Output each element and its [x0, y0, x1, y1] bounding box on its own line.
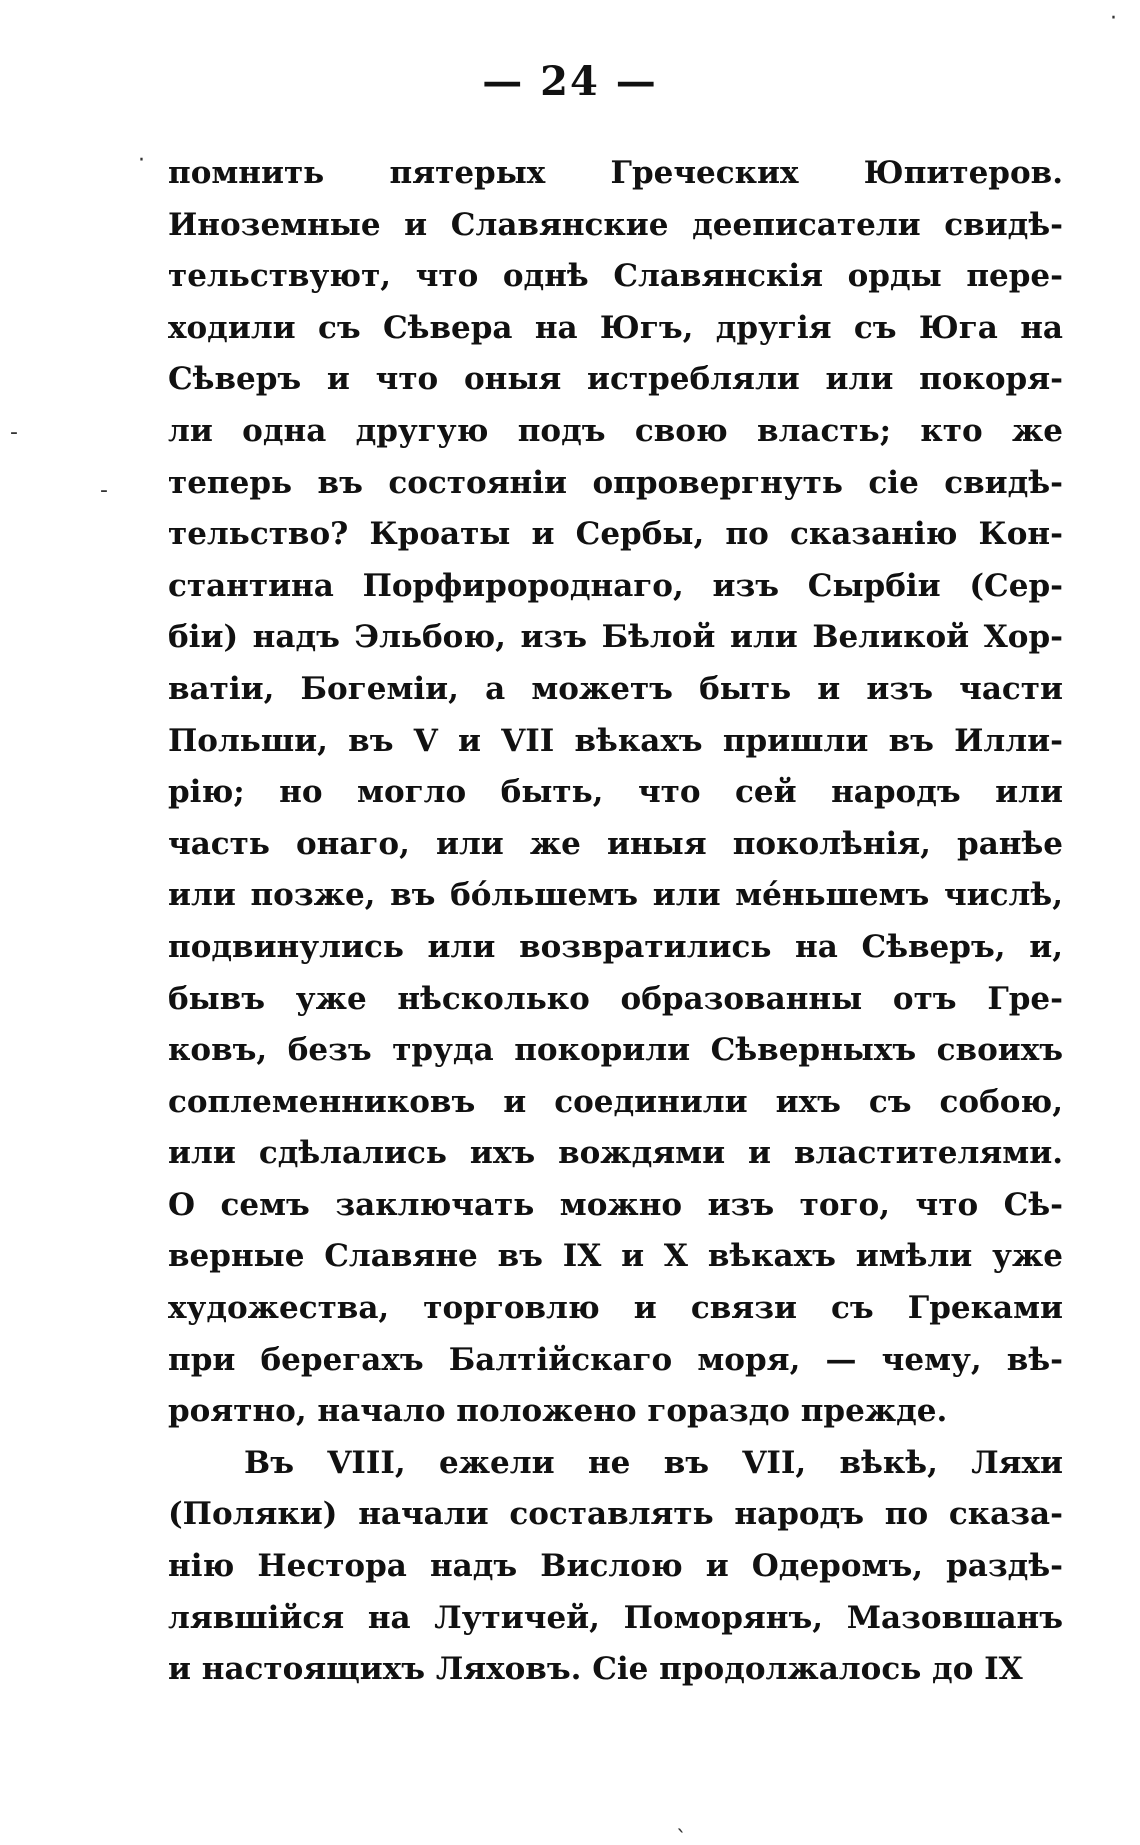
text-line: верные Славяне въ IX и X вѣкахъ имѣли уже — [168, 1238, 1063, 1275]
text-line: ковъ, безъ труда покорили Сѣверныхъ своихъ — [168, 1032, 1063, 1069]
scan-speck: · — [1110, 6, 1117, 31]
text-line: или позже, въ бо́льшемъ или ме́ньшемъ числѣ, — [168, 877, 1063, 914]
text-line: при берегахъ Балтійскаго моря, — чему, вѣ- — [168, 1341, 1063, 1378]
text-line: часть онаго, или же иныя поколѣнія, ранѣе — [168, 825, 1063, 862]
text-line: и настоящихъ Ляховъ. Сіе продолжалось до IX — [168, 1651, 1023, 1688]
text-line: тельство? Кроаты и Сербы, по сказанію Кон- — [168, 516, 1063, 553]
body-text — [168, 148, 1063, 1696]
text-line: Сѣверъ и что оныя истребляли или покоря- — [168, 361, 1063, 398]
text-line: бывъ уже нѣсколько образованны отъ Гре- — [168, 980, 1063, 1017]
text-line: рію; но могло быть, что сей народъ или — [168, 774, 1063, 811]
scan-speck: - — [10, 420, 18, 445]
text-line: или сдѣлались ихъ вождями и властителями. — [168, 1135, 1063, 1172]
text-line: роятно, начало положено гораздо прежде. — [168, 1393, 948, 1430]
text-line: лявшійся на Лутичей, Поморянъ, Мазовшанъ — [168, 1599, 1063, 1636]
page-number: — 24 — — [482, 58, 658, 105]
text-line: ходили съ Сѣвера на Югъ, другія съ Юга на — [168, 309, 1063, 346]
text-line: (Поляки) начали составлять народъ по сказа- — [168, 1496, 1063, 1533]
text-line: художества, торговлю и связи съ Греками — [168, 1290, 1063, 1327]
scan-speck: - — [100, 478, 108, 503]
text-line: Польши, въ V и VII вѣкахъ пришли въ Илли- — [168, 722, 1063, 759]
text-line: Въ VIII, ежели не въ VII, вѣкѣ, Ляхи — [244, 1444, 1063, 1481]
text-line: біи) надъ Эльбою, изъ Бѣлой или Великой Хор- — [168, 619, 1063, 656]
text-line: подвинулись или возвратились на Сѣверъ, и, — [168, 928, 1063, 965]
text-line: ли одна другую подъ свою власть; кто же — [168, 412, 1063, 449]
scan-speck: ˎ — [676, 1808, 687, 1833]
scan-speck: · — [138, 148, 145, 173]
text-line: нію Нестора надъ Вислою и Одеромъ, раздѣ- — [168, 1548, 1063, 1585]
text-line: ватіи, Богеміи, а можетъ быть и изъ части — [168, 670, 1063, 707]
text-line: стантина Порфиророднаго, изъ Сырбіи (Сер- — [168, 567, 1063, 604]
text-line: О семъ заключать можно изъ того, что Сѣ- — [168, 1186, 1063, 1223]
text-line: теперь въ состояніи опровергнуть сіе свидѣ- — [168, 464, 1063, 501]
text-line: тельствуют, что однѣ Славянскія орды пере- — [168, 258, 1063, 295]
text-line: соплеменниковъ и соединили ихъ съ собою, — [168, 1083, 1063, 1120]
text-line: Иноземные и Славянские дееписатели свидѣ- — [168, 206, 1063, 243]
text-line: помнить пятерых Греческих Юпитеров. — [168, 155, 1063, 191]
